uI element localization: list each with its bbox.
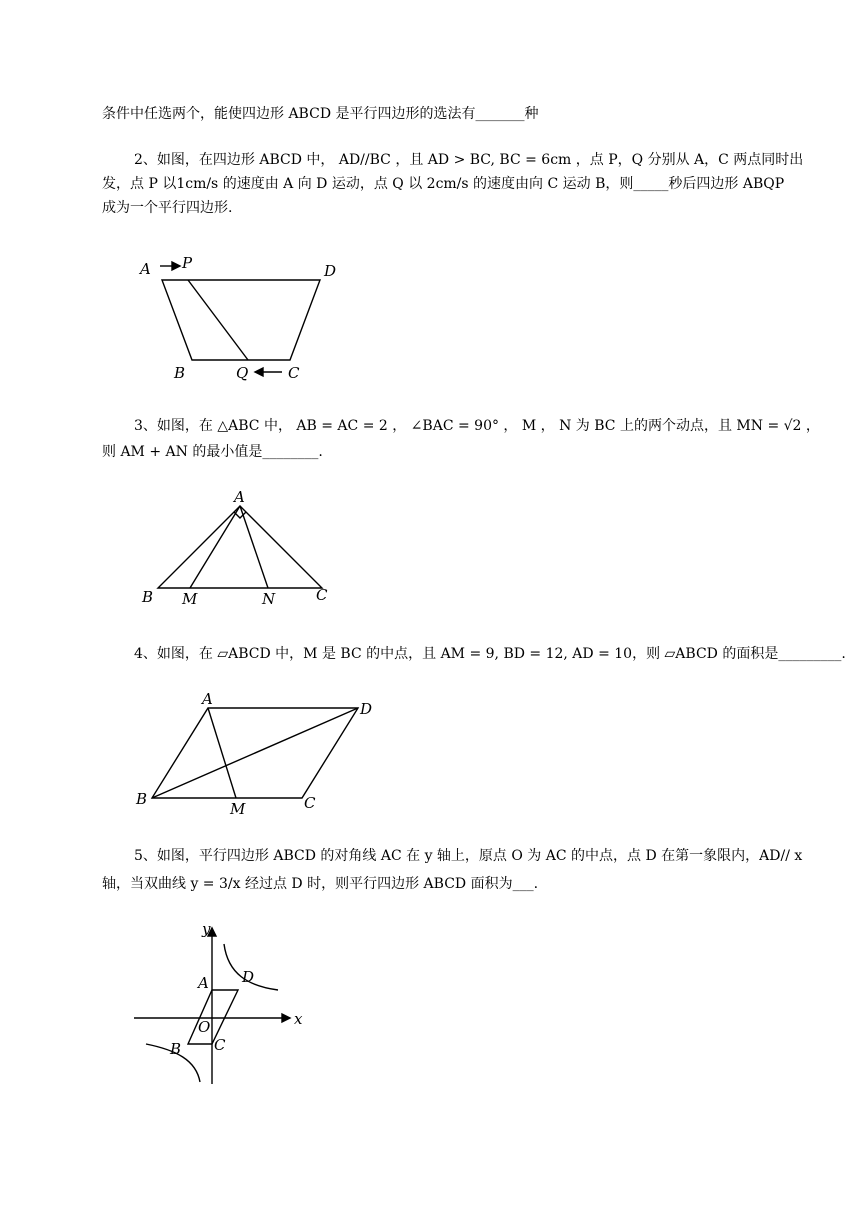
label-D: D: [242, 968, 255, 986]
label-O: O: [198, 1018, 211, 1036]
label-P: P: [182, 254, 193, 272]
label-Q: Q: [236, 364, 249, 382]
segment-PQ: [188, 280, 248, 360]
label-M: M: [230, 800, 246, 818]
problem-5-line-1: 5、如图，平行四边形 ABCD 的对角线 AC 在 y 轴上，原点 O 为 AC 的中点，点 D 在第一象限内，AD// x: [134, 848, 803, 864]
trapezoid-outline: [162, 280, 320, 360]
figure-coordinate-plane: [128, 920, 318, 1090]
figure-trapezoid: [130, 252, 360, 392]
label-D: D: [360, 700, 373, 718]
segment-AM: [190, 506, 240, 588]
arrow-q-head: [255, 368, 263, 376]
label-B: B: [142, 588, 154, 606]
label-C: C: [304, 794, 316, 812]
figure-triangle: [138, 490, 338, 610]
label-B: B: [174, 364, 186, 382]
segment-AN: [240, 506, 268, 588]
problem-3-line-2: 则 AM + AN 的最小值是________.: [102, 444, 323, 460]
label-C: C: [288, 364, 300, 382]
problem-2-line-2: 发，点 P 以1cm/s 的速度由 A 向 D 运动，点 Q 以 2cm/s 的速度由向 C 运动 B，则_____秒后四边形 ABQP: [102, 176, 785, 192]
parallelogram: [188, 990, 238, 1044]
label-A: A: [234, 488, 245, 506]
label-M: M: [182, 590, 198, 608]
figure-parallelogram: [132, 688, 382, 818]
label-x: x: [294, 1010, 303, 1028]
label-C: C: [214, 1036, 226, 1054]
problem-2-line-3: 成为一个平行四边形.: [102, 200, 233, 216]
label-y: y: [202, 920, 211, 938]
segment-BD: [152, 708, 358, 798]
arrow-p-head: [172, 262, 180, 270]
problem-2-line-1: 2、如图，在四边形 ABCD 中， AD//BC ，且 AD > BC, BC = 6cm ，点 P，Q 分别从 A，C 两点同时出: [134, 152, 804, 168]
problem-4-line-1: 4、如图，在 ▱ABCD 中，M 是 BC 的中点，且 AM = 9, BD = 12, AD = 10，则 ▱ABCD 的面积是_________.: [134, 646, 846, 662]
problem-5-line-2: 轴，当双曲线 y = 3/x 经过点 D 时，则平行四边形 ABCD 面积为___.: [102, 876, 539, 892]
segment-AM: [208, 708, 236, 798]
text-line-1: 条件中任选两个，能使四边形 ABCD 是平行四边形的选法有_______种: [102, 106, 539, 122]
label-B: B: [136, 790, 148, 808]
label-D: D: [324, 262, 337, 280]
label-A: A: [140, 260, 151, 278]
x-axis-arrow: [282, 1014, 290, 1022]
label-N: N: [262, 590, 276, 608]
problem-3-line-1: 3、如图，在 △ABC 中， AB = AC = 2 ， ∠BAC = 90° ， M ， N 为 BC 上的两个动点，且 MN = √2 ，: [134, 418, 820, 434]
label-C: C: [316, 586, 328, 604]
label-A: A: [202, 690, 213, 708]
label-A: A: [198, 974, 209, 992]
label-B: B: [170, 1040, 182, 1058]
